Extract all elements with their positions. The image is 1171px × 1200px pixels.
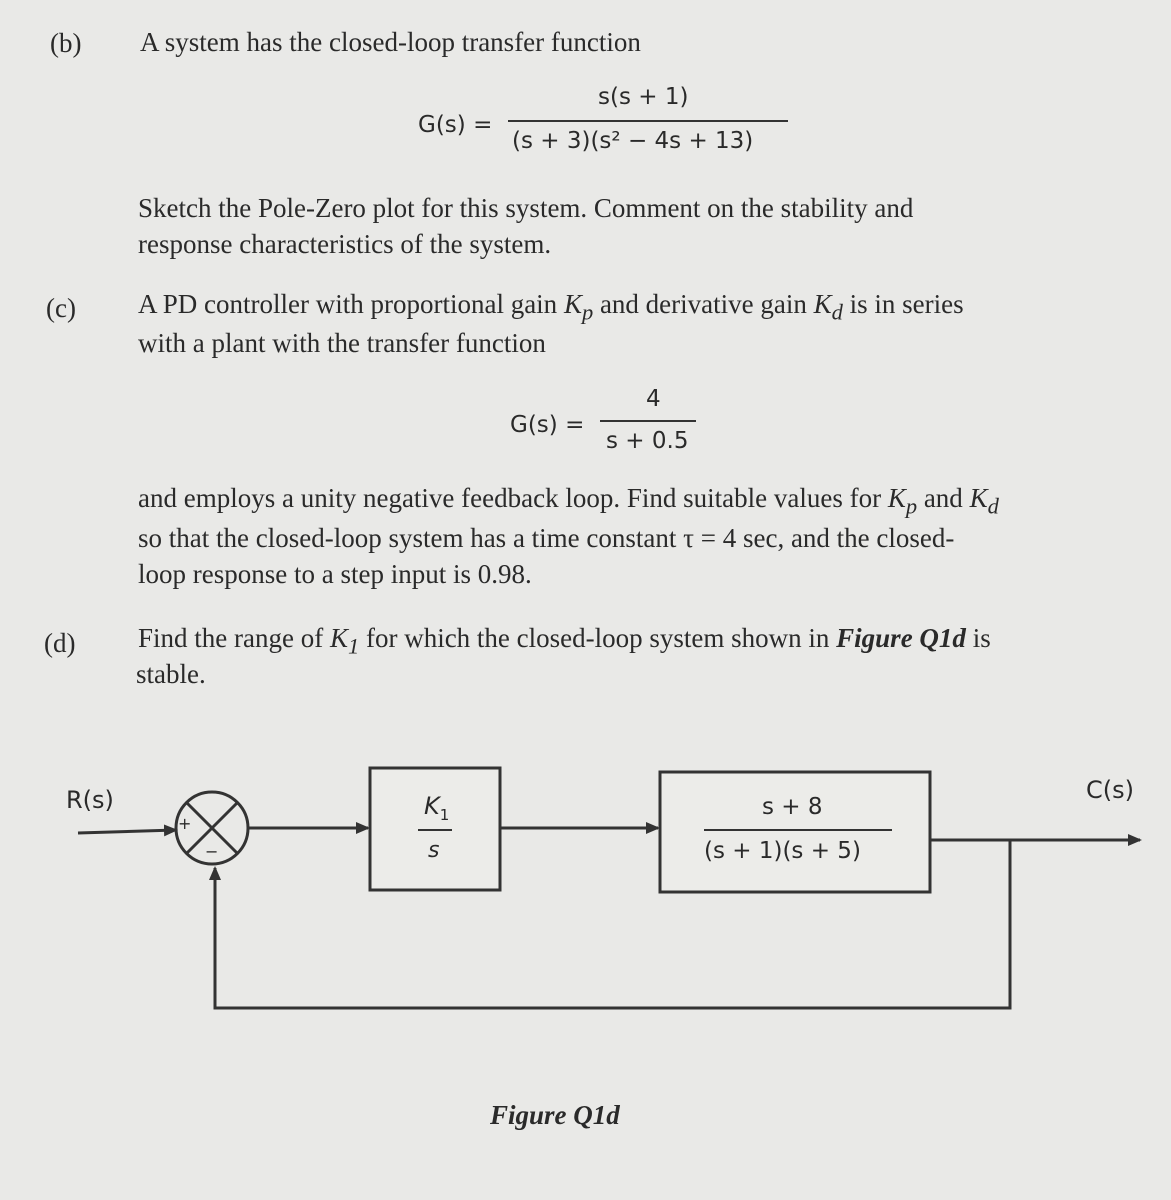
output-label: C(s) [1086, 776, 1134, 804]
block2-denominator: (s + 1)(s + 5) [704, 838, 861, 864]
part-b-numerator: s(s + 1) [598, 84, 689, 110]
part-d-label: (d) [44, 628, 76, 658]
part-b-intro: A system has the closed-loop transfer function [140, 27, 641, 57]
part-c-numerator: 4 [646, 386, 661, 412]
part-c-line2: with a plant with the transfer function [138, 328, 546, 358]
part-c-denominator: s + 0.5 [606, 428, 689, 454]
part-d-line1: Find the range of $K_1$ for which the closed-loop system shown in Figure Q1d is [138, 623, 991, 659]
part-c-line5: loop response to a step input is 0.98. [138, 559, 532, 589]
plus-sign: + [178, 814, 192, 833]
minus-sign: − [205, 842, 219, 861]
part-b-lhs: G(s) = [418, 112, 493, 138]
figure-caption: Figure Q1d [490, 1100, 620, 1130]
kd-symbol: K [813, 289, 832, 319]
input-label: R(s) [66, 786, 114, 814]
part-c-line3: and employs a unity negative feedback loop. Find suitable values for $K_p$ and $K_d$ [138, 483, 999, 519]
part-c-lhs: G(s) = [510, 412, 585, 438]
part-b-question-line2: response characteristics of the system. [138, 229, 552, 259]
figure-reference: Figure Q1d [836, 623, 966, 653]
part-d-line2: stable. [136, 659, 206, 689]
input-signal-line [78, 830, 176, 833]
part-c-line4: so that the closed-loop system has a time constant τ = 4 sec, and the closed- [138, 523, 955, 553]
part-c-line1: A PD controller with proportional gain $K_p$ and derivative gain $K_d$ is in series [138, 289, 964, 325]
k1-symbol: K [329, 623, 348, 653]
block1-denominator: s [428, 838, 440, 863]
part-b-denominator: (s + 3)(s² − 4s + 13) [512, 128, 754, 154]
kp-symbol: K [563, 289, 582, 319]
block1-numerator: $K_1$ [424, 792, 450, 824]
block-plant [660, 772, 930, 892]
part-b-label: (b) [50, 28, 82, 58]
part-c-label: (c) [46, 293, 76, 323]
block2-numerator: s + 8 [762, 794, 823, 820]
part-b-question-line1: Sketch the Pole-Zero plot for this system. Comment on the stability and [138, 193, 914, 223]
